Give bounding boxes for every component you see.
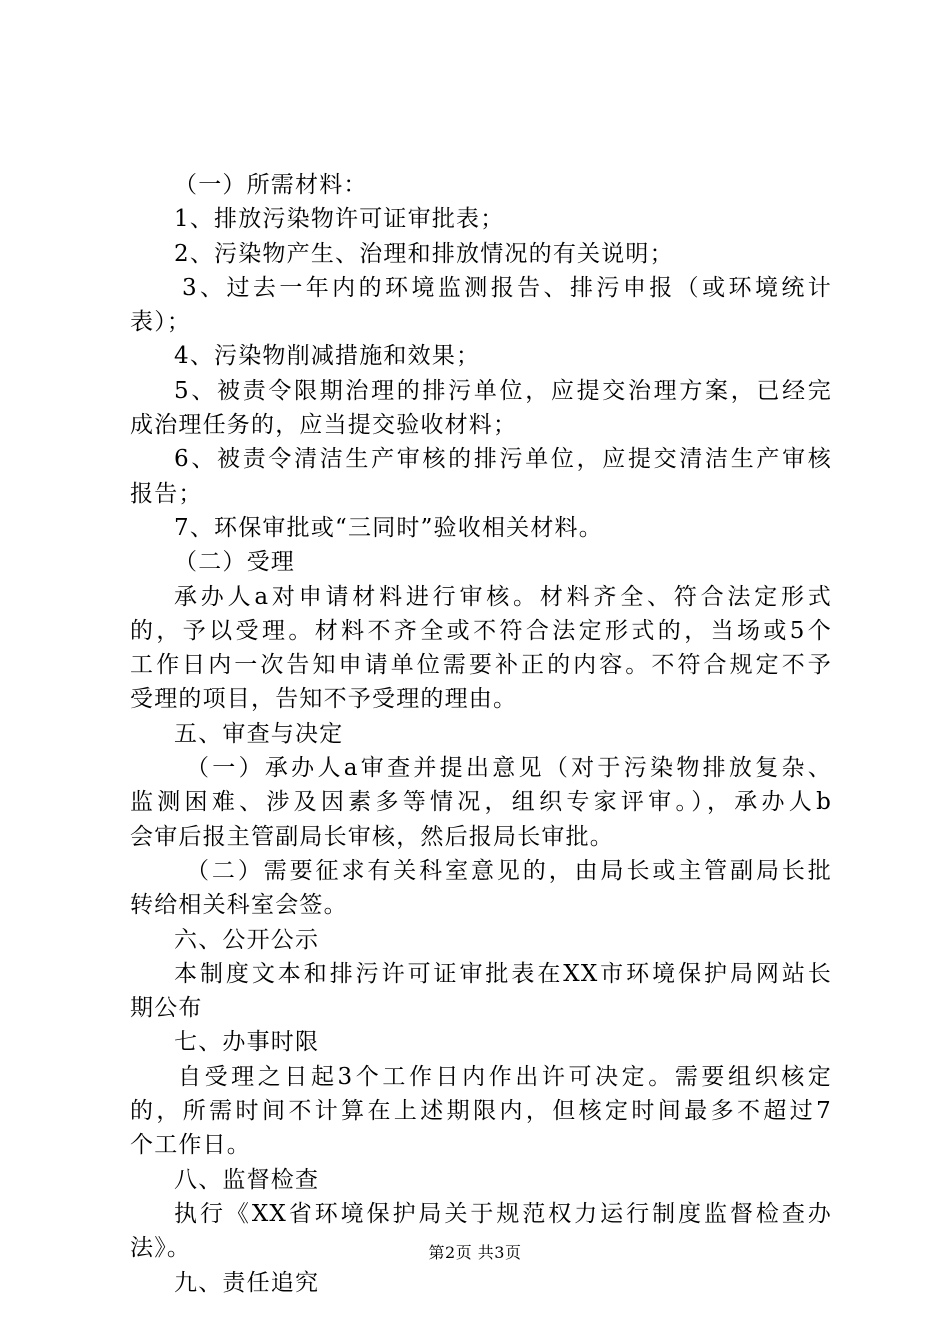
paragraph-line: 法》。 xyxy=(130,1235,192,1262)
section-heading: 五、审查与决定 xyxy=(174,720,344,747)
list-item-continuation: 表）； xyxy=(130,309,192,336)
paragraph-line: 期公布 xyxy=(130,995,203,1022)
paragraph-line: 本制度文本和排污许可证审批表在XX市环境保护局网站长 xyxy=(174,960,832,987)
list-item: 1、排放污染物许可证审批表； xyxy=(174,206,505,233)
list-item: 6、被责令清洁生产审核的排污单位，应提交清洁生产审核 xyxy=(174,446,832,473)
document-body xyxy=(130,168,832,1300)
paragraph-line: 自受理之日起3个工作日内作出许可决定。需要组织核定 xyxy=(178,1063,832,1090)
paragraph-line: 个工作日。 xyxy=(130,1132,251,1159)
paragraph-line: 会审后报主管副局长审核，然后报局长审批。 xyxy=(130,823,614,850)
paragraph-line: 受理的项目，告知不予受理的理由。 xyxy=(130,686,518,713)
list-item-continuation: 成治理任务的，应当提交验收材料； xyxy=(130,412,518,439)
paragraph-line: （二）需要征求有关科室意见的，由局长或主管副局长批 xyxy=(186,857,832,884)
paragraph-line: 转给相关科室会签。 xyxy=(130,892,348,919)
paragraph-line: （一）承办人a审查并提出意见（对于污染物排放复杂、 xyxy=(186,755,832,782)
section-heading: 九、责任追究 xyxy=(174,1269,320,1296)
list-item: 7、环保审批或“三同时”验收相关材料。 xyxy=(174,514,603,541)
paragraph-line: 承办人a对申请材料进行审核。材料齐全、符合法定形式 xyxy=(174,583,832,610)
list-item: 5、被责令限期治理的排污单位，应提交治理方案，已经完 xyxy=(174,377,832,404)
list-item: 4、污染物削减措施和效果； xyxy=(174,343,481,370)
paragraph-line: 的，所需时间不计算在上述期限内，但核定时间最多不超过7 xyxy=(130,1098,832,1125)
paragraph-line: 执行《XX省环境保护局关于规范权力运行制度监督检查办 xyxy=(174,1200,832,1227)
paragraph-line: 监测困难、涉及因素多等情况，组织专家评审。），承办人b xyxy=(130,789,832,816)
list-item: 3、过去一年内的环境监测报告、排污申报（或环境统计 xyxy=(182,274,832,301)
section-heading: 七、办事时限 xyxy=(174,1029,320,1056)
section-heading: （一）所需材料： xyxy=(174,172,368,198)
section-heading: 六、公开公示 xyxy=(174,926,320,953)
list-item-continuation: 报告； xyxy=(130,480,203,507)
section-heading: 八、监督检查 xyxy=(174,1166,320,1193)
paragraph-line: 工作日内一次告知申请单位需要补正的内容。不符合规定不予 xyxy=(130,652,832,679)
page-footer: 第2页 共3页 xyxy=(428,1243,522,1262)
paragraph-line: 的，予以受理。材料不齐全或不符合法定形式的，当场或5个 xyxy=(130,617,832,644)
section-heading: （二）受理 xyxy=(174,549,295,576)
list-item: 2、污染物产生、治理和排放情况的有关说明； xyxy=(174,240,674,267)
